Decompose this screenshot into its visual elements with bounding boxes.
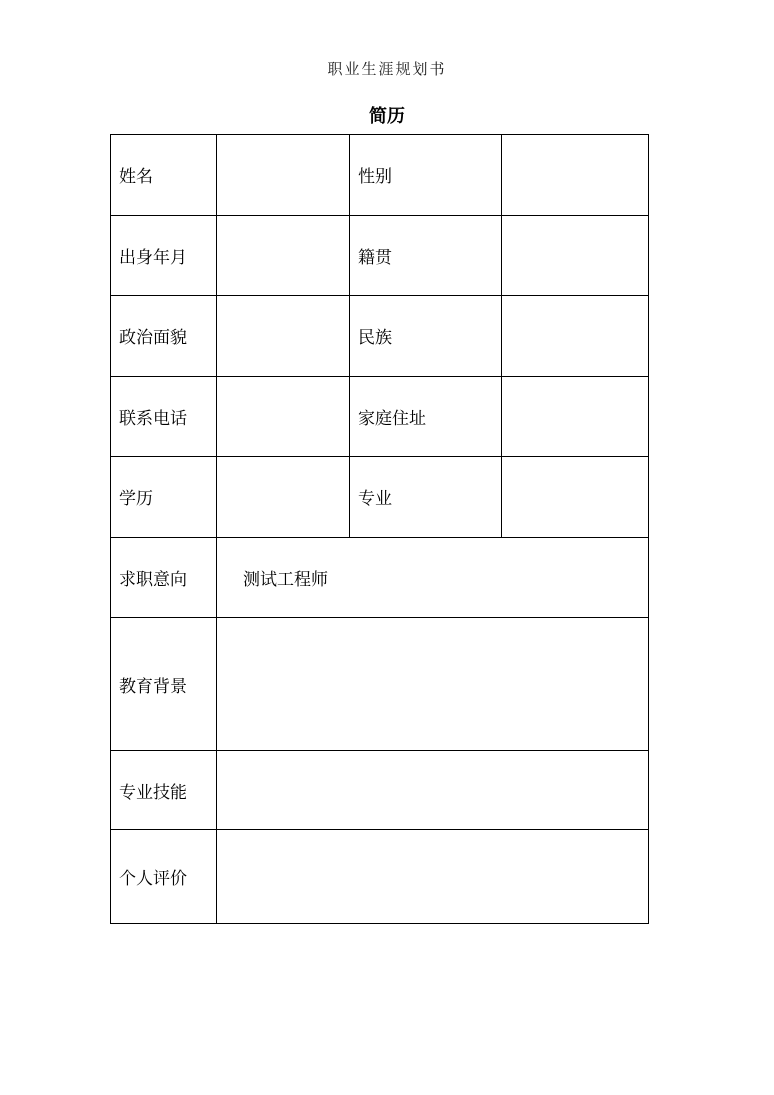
birth-cell[interactable]	[217, 215, 350, 296]
skills-cell[interactable]	[217, 751, 649, 830]
phone-cell[interactable]	[217, 376, 350, 457]
phone-label: 联系电话	[111, 376, 217, 457]
table-row	[111, 830, 649, 924]
edu-background-cell[interactable]	[217, 618, 649, 751]
table-row	[111, 537, 649, 618]
edu-background-label: 教育背景	[111, 618, 217, 751]
address-cell[interactable]	[502, 376, 649, 457]
hometown-cell[interactable]	[502, 215, 649, 296]
self-eval-label: 个人评价	[111, 830, 217, 924]
gender-cell[interactable]	[502, 135, 649, 216]
gender-label: 性别	[350, 135, 502, 216]
table-row	[111, 215, 649, 296]
education-cell[interactable]	[217, 457, 350, 538]
table-row	[111, 618, 649, 751]
table-row	[111, 135, 649, 216]
job-intention-cell[interactable]: 测试工程师	[217, 537, 649, 618]
political-cell[interactable]	[217, 296, 350, 377]
birth-label: 出身年月	[111, 215, 217, 296]
major-cell[interactable]	[502, 457, 649, 538]
table-row	[111, 296, 649, 377]
name-label: 姓名	[111, 135, 217, 216]
job-intention-label: 求职意向	[111, 537, 217, 618]
resume-table	[110, 134, 649, 924]
ethnicity-cell[interactable]	[502, 296, 649, 377]
document-header: 职业生涯规划书	[327, 60, 447, 78]
self-eval-cell[interactable]	[217, 830, 649, 924]
hometown-label: 籍贯	[350, 215, 502, 296]
table-row	[111, 376, 649, 457]
name-cell[interactable]	[217, 135, 350, 216]
ethnicity-label: 民族	[350, 296, 502, 377]
resume-title: 简历	[369, 106, 405, 127]
address-label: 家庭住址	[350, 376, 502, 457]
table-row	[111, 751, 649, 830]
table-row	[111, 457, 649, 538]
major-label: 专业	[350, 457, 502, 538]
education-label: 学历	[111, 457, 217, 538]
political-label: 政治面貌	[111, 296, 217, 377]
skills-label: 专业技能	[111, 751, 217, 830]
